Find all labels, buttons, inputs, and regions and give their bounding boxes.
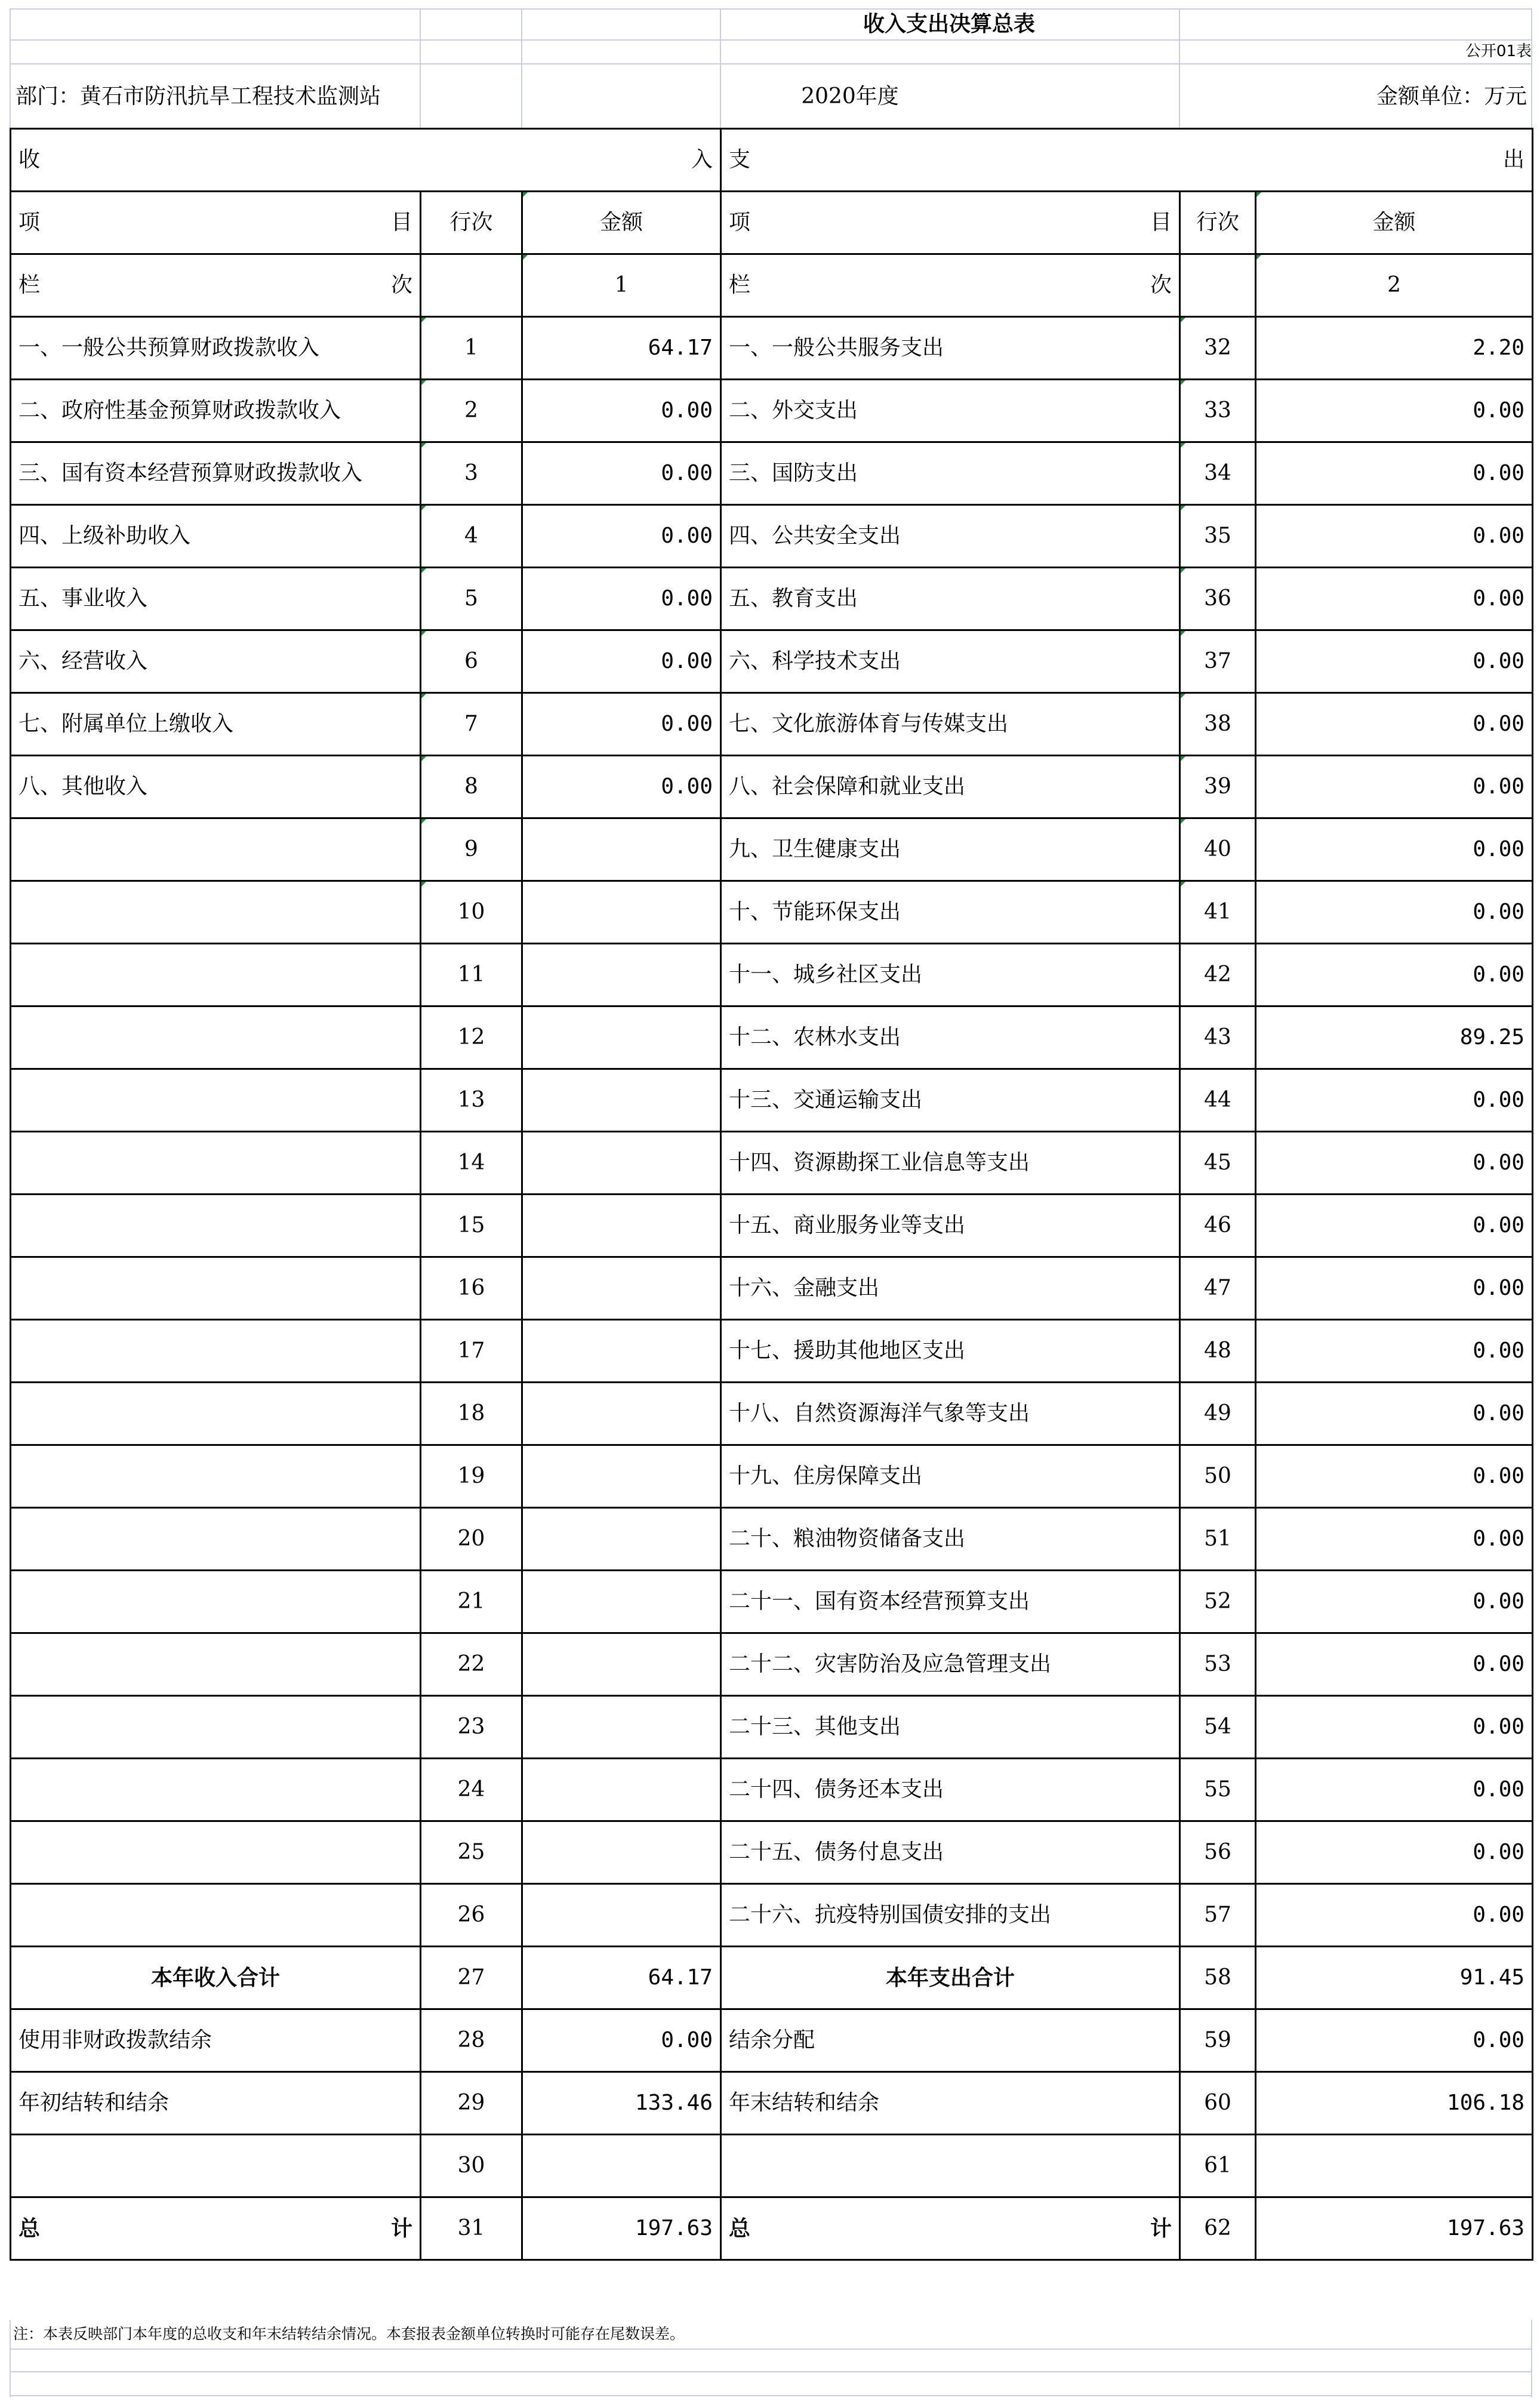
income-item xyxy=(11,1132,421,1195)
table-row xyxy=(11,1884,1533,1947)
gridline xyxy=(10,2371,1532,2372)
expense-rowno: 43 xyxy=(1180,1006,1256,1069)
income-amount xyxy=(522,881,721,944)
expense-rowno: 46 xyxy=(1180,1195,1256,1257)
expense-item: 六、科学技术支出 xyxy=(721,630,1180,693)
table-row xyxy=(11,1383,1533,1445)
income-item: 二、政府性基金预算财政拨款收入 xyxy=(11,380,421,442)
expense-total-rowno: 58 xyxy=(1180,1947,1256,2009)
expense-item: 九、卫生健康支出 xyxy=(721,818,1180,881)
income-amount: 0.00 xyxy=(522,505,721,568)
income-item-header xyxy=(11,192,421,254)
expense-rowno: 61 xyxy=(1180,2135,1256,2197)
table-row xyxy=(11,1195,1533,1257)
table-row xyxy=(11,1696,1533,1759)
expense-amount: 0.00 xyxy=(1256,1195,1533,1257)
expense-section-header xyxy=(721,129,1533,192)
table-row xyxy=(11,1445,1533,1508)
income-col-label xyxy=(11,254,421,317)
income-item xyxy=(11,1759,421,1821)
income-amount: 0.00 xyxy=(522,693,721,756)
income-col-index: 1 xyxy=(522,254,721,317)
col-label-left: 栏 xyxy=(19,273,41,297)
income-amount xyxy=(522,1884,721,1947)
income-item xyxy=(11,818,421,881)
expense-item: 结余分配 xyxy=(721,2009,1180,2072)
form-number: 公开01表 xyxy=(1465,42,1532,60)
income-rowno: 28 xyxy=(421,2009,522,2072)
expense-item: 二十五、债务付息支出 xyxy=(721,1821,1180,1884)
expense-rowno: 48 xyxy=(1180,1320,1256,1383)
expense-grand-label xyxy=(721,2197,1180,2260)
income-item: 使用非财政拨款结余 xyxy=(11,2009,421,2072)
expense-amount: 0.00 xyxy=(1256,944,1533,1006)
expense-grand-rowno: 62 xyxy=(1180,2197,1256,2260)
gridline xyxy=(1531,8,1532,128)
expense-amount: 0.00 xyxy=(1256,442,1533,505)
income-amount: 133.46 xyxy=(522,2072,721,2135)
expense-amount: 0.00 xyxy=(1256,380,1533,442)
income-amount: 0.00 xyxy=(522,380,721,442)
income-amount xyxy=(522,1445,721,1508)
expense-amount: 0.00 xyxy=(1256,1383,1533,1445)
grand-total-row xyxy=(11,2197,1533,2260)
income-amount xyxy=(522,1257,721,1320)
gridline xyxy=(10,2348,1532,2350)
income-amount xyxy=(522,1006,721,1069)
expense-amount: 0.00 xyxy=(1256,568,1533,630)
item-header-right: 目 xyxy=(1150,210,1172,235)
expense-item xyxy=(721,2135,1180,2197)
table-row xyxy=(11,1320,1533,1383)
income-amount xyxy=(522,1759,721,1821)
income-rowno: 26 xyxy=(421,1884,522,1947)
income-item xyxy=(11,1696,421,1759)
income-amount: 64.17 xyxy=(522,317,721,380)
expense-rowno: 39 xyxy=(1180,756,1256,818)
expense-item: 二、外交支出 xyxy=(721,380,1180,442)
table-row xyxy=(11,505,1533,568)
expense-item: 十六、金融支出 xyxy=(721,1257,1180,1320)
expense-rowno: 37 xyxy=(1180,630,1256,693)
expense-amount: 0.00 xyxy=(1256,1132,1533,1195)
col-label-right: 次 xyxy=(390,273,412,297)
expense-amount: 106.18 xyxy=(1256,2072,1533,2135)
table-row xyxy=(11,1633,1533,1696)
expense-rowno: 33 xyxy=(1180,380,1256,442)
expense-rowno: 40 xyxy=(1180,818,1256,881)
income-rowno: 22 xyxy=(421,1633,522,1696)
income-grand-rowno: 31 xyxy=(421,2197,522,2260)
expense-amount: 2.20 xyxy=(1256,317,1533,380)
gridline xyxy=(420,8,421,128)
income-rowno: 18 xyxy=(421,1383,522,1445)
income-amount xyxy=(522,1508,721,1571)
grand-label-right: 计 xyxy=(390,2216,412,2241)
expense-item: 十五、商业服务业等支出 xyxy=(721,1195,1180,1257)
income-rowno: 6 xyxy=(421,630,522,693)
income-amount xyxy=(522,1383,721,1445)
income-item xyxy=(11,1383,421,1445)
summary-row-30 xyxy=(11,2135,1533,2197)
footnote: 注：本表反映部门本年度的总收支和年末结转结余情况。本套报表金额单位转换时可能存在尾数误差。 xyxy=(13,2325,685,2342)
expense-amount: 0.00 xyxy=(1256,505,1533,568)
income-item xyxy=(11,1571,421,1633)
income-item: 六、经营收入 xyxy=(11,630,421,693)
income-rowno: 21 xyxy=(421,1571,522,1633)
income-rowno: 25 xyxy=(421,1821,522,1884)
income-rowno: 17 xyxy=(421,1320,522,1383)
expense-amount: 0.00 xyxy=(1256,1069,1533,1132)
expense-rowno-header: 行次 xyxy=(1180,192,1256,254)
expense-rowno: 42 xyxy=(1180,944,1256,1006)
department-label: 部门：黄石市防汛抗旱工程技术监测站 xyxy=(16,84,381,109)
expense-grand-amount: 197.63 xyxy=(1256,2197,1533,2260)
income-grand-amount: 197.63 xyxy=(522,2197,721,2260)
expense-rowno: 51 xyxy=(1180,1508,1256,1571)
income-item xyxy=(11,881,421,944)
income-item xyxy=(11,1884,421,1947)
income-amount xyxy=(522,1696,721,1759)
income-item xyxy=(11,1257,421,1320)
income-rowno-header: 行次 xyxy=(421,192,522,254)
gridline xyxy=(1531,2320,1532,2397)
expense-amount: 0.00 xyxy=(1256,1633,1533,1696)
expense-amount: 0.00 xyxy=(1256,1445,1533,1508)
expense-item: 二十三、其他支出 xyxy=(721,1696,1180,1759)
income-amount xyxy=(522,1633,721,1696)
income-item xyxy=(11,1006,421,1069)
income-amount xyxy=(522,1069,721,1132)
item-header-left: 项 xyxy=(729,210,751,235)
income-amount xyxy=(522,1821,721,1884)
income-rowno: 30 xyxy=(421,2135,522,2197)
table-row xyxy=(11,1821,1533,1884)
expense-header-right: 出 xyxy=(1503,147,1525,172)
table-row xyxy=(11,442,1533,505)
income-rowno: 12 xyxy=(421,1006,522,1069)
income-amount xyxy=(522,2135,721,2197)
table-row xyxy=(11,1571,1533,1633)
income-item: 八、其他收入 xyxy=(11,756,421,818)
expense-total-amount: 91.45 xyxy=(1256,1947,1533,2009)
expense-rowno: 56 xyxy=(1180,1821,1256,1884)
expense-amount: 0.00 xyxy=(1256,1571,1533,1633)
income-amount: 0.00 xyxy=(522,568,721,630)
income-item: 七、附属单位上缴收入 xyxy=(11,693,421,756)
expense-item: 一、一般公共服务支出 xyxy=(721,317,1180,380)
expense-amount: 0.00 xyxy=(1256,756,1533,818)
income-item xyxy=(11,1320,421,1383)
summary-row-28 xyxy=(11,2009,1533,2072)
income-rowno: 15 xyxy=(421,1195,522,1257)
table-row xyxy=(11,693,1533,756)
expense-rowno: 34 xyxy=(1180,442,1256,505)
item-header-left: 项 xyxy=(19,210,41,235)
income-amount: 0.00 xyxy=(522,630,721,693)
expense-item: 七、文化旅游体育与传媒支出 xyxy=(721,693,1180,756)
section-header-row xyxy=(11,129,1533,192)
income-header-right: 入 xyxy=(691,147,713,172)
expense-rowno: 54 xyxy=(1180,1696,1256,1759)
summary-row-29 xyxy=(11,2072,1533,2135)
table-row xyxy=(11,1132,1533,1195)
gridline xyxy=(1179,8,1180,128)
report-title: 收入支出决算总表 xyxy=(863,12,1035,36)
income-rowno: 2 xyxy=(421,380,522,442)
expense-rowno: 41 xyxy=(1180,881,1256,944)
gridline xyxy=(10,2395,1532,2396)
gridline xyxy=(10,2320,11,2397)
expense-item: 二十四、债务还本支出 xyxy=(721,1759,1180,1821)
expense-item: 二十六、抗疫特别国债安排的支出 xyxy=(721,1884,1180,1947)
income-rowno: 5 xyxy=(421,568,522,630)
income-rowno: 23 xyxy=(421,1696,522,1759)
expense-rowno: 38 xyxy=(1180,693,1256,756)
income-rowno: 19 xyxy=(421,1445,522,1508)
income-rowno: 7 xyxy=(421,693,522,756)
income-rowno: 29 xyxy=(421,2072,522,2135)
expense-item: 十七、援助其他地区支出 xyxy=(721,1320,1180,1383)
expense-col-label xyxy=(721,254,1180,317)
gridline xyxy=(10,8,11,128)
table-row xyxy=(11,568,1533,630)
income-rowno: 13 xyxy=(421,1069,522,1132)
expense-rowno: 52 xyxy=(1180,1571,1256,1633)
expense-amount: 0.00 xyxy=(1256,1508,1533,1571)
table-row xyxy=(11,1069,1533,1132)
column-index-row xyxy=(11,254,1533,317)
income-rowno: 20 xyxy=(421,1508,522,1571)
table-row xyxy=(11,756,1533,818)
income-rowno: 4 xyxy=(421,505,522,568)
income-rowno: 14 xyxy=(421,1132,522,1195)
income-rowno: 1 xyxy=(421,317,522,380)
income-rowno: 24 xyxy=(421,1759,522,1821)
table-row xyxy=(11,944,1533,1006)
expense-rowno: 35 xyxy=(1180,505,1256,568)
income-section-header xyxy=(11,129,721,192)
table-row xyxy=(11,1257,1533,1320)
expense-rowno: 59 xyxy=(1180,2009,1256,2072)
income-total-amount: 64.17 xyxy=(522,1947,721,2009)
expense-amount: 0.00 xyxy=(1256,1696,1533,1759)
amount-unit: 金额单位：万元 xyxy=(1376,84,1527,109)
income-header-left: 收 xyxy=(19,147,41,172)
expense-item: 十八、自然资源海洋气象等支出 xyxy=(721,1383,1180,1445)
income-amount xyxy=(522,818,721,881)
expense-item: 十二、农林水支出 xyxy=(721,1006,1180,1069)
income-col-rowno xyxy=(421,254,522,317)
income-total-rowno: 27 xyxy=(421,1947,522,2009)
expense-rowno: 60 xyxy=(1180,2072,1256,2135)
income-amount xyxy=(522,1195,721,1257)
income-amount xyxy=(522,1320,721,1383)
expense-item: 十、节能环保支出 xyxy=(721,881,1180,944)
expense-amount: 0.00 xyxy=(1256,1821,1533,1884)
income-rowno: 16 xyxy=(421,1257,522,1320)
expense-amount-header: 金额 xyxy=(1256,192,1533,254)
expense-total-label: 本年支出合计 xyxy=(721,1947,1180,2009)
expense-rowno: 49 xyxy=(1180,1383,1256,1445)
income-rowno: 9 xyxy=(421,818,522,881)
income-total-label: 本年收入合计 xyxy=(11,1947,421,2009)
table-row xyxy=(11,380,1533,442)
item-header-right: 目 xyxy=(390,210,412,235)
expense-amount: 0.00 xyxy=(1256,1257,1533,1320)
expense-amount: 0.00 xyxy=(1256,1884,1533,1947)
expense-rowno: 53 xyxy=(1180,1633,1256,1696)
income-item xyxy=(11,1508,421,1571)
table-row xyxy=(11,1006,1533,1069)
expense-amount: 0.00 xyxy=(1256,818,1533,881)
income-item xyxy=(11,1633,421,1696)
expense-rowno: 57 xyxy=(1180,1884,1256,1947)
table-row xyxy=(11,317,1533,380)
table-row xyxy=(11,630,1533,693)
expense-item: 四、公共安全支出 xyxy=(721,505,1180,568)
expense-rowno: 47 xyxy=(1180,1257,1256,1320)
income-rowno: 8 xyxy=(421,756,522,818)
expense-amount xyxy=(1256,2135,1533,2197)
table-row xyxy=(11,1508,1533,1571)
gridline xyxy=(10,63,1532,64)
expense-item: 八、社会保障和就业支出 xyxy=(721,756,1180,818)
income-amount-header: 金额 xyxy=(522,192,721,254)
table-row xyxy=(11,818,1533,881)
expense-item: 三、国防支出 xyxy=(721,442,1180,505)
col-label-right: 次 xyxy=(1150,273,1172,297)
expense-item: 二十、粮油物资储备支出 xyxy=(721,1508,1180,1571)
expense-amount: 0.00 xyxy=(1256,1320,1533,1383)
expense-rowno: 55 xyxy=(1180,1759,1256,1821)
expense-amount: 89.25 xyxy=(1256,1006,1533,1069)
table-row xyxy=(11,881,1533,944)
grand-label-left: 总 xyxy=(19,2216,41,2241)
expense-item: 年末结转和结余 xyxy=(721,2072,1180,2135)
income-item: 一、一般公共预算财政拨款收入 xyxy=(11,317,421,380)
expense-item: 五、教育支出 xyxy=(721,568,1180,630)
expense-amount: 0.00 xyxy=(1256,881,1533,944)
expense-rowno: 44 xyxy=(1180,1069,1256,1132)
expense-item: 十九、住房保障支出 xyxy=(721,1445,1180,1508)
grand-label-left: 总 xyxy=(729,2216,751,2241)
income-item: 年初结转和结余 xyxy=(11,2072,421,2135)
income-rowno: 10 xyxy=(421,881,522,944)
summary-row-total-year xyxy=(11,1947,1533,2009)
income-item: 四、上级补助收入 xyxy=(11,505,421,568)
expense-amount: 0.00 xyxy=(1256,2009,1533,2072)
expense-rowno: 50 xyxy=(1180,1445,1256,1508)
expense-rowno: 32 xyxy=(1180,317,1256,380)
income-expense-table xyxy=(10,128,1533,2261)
income-amount: 0.00 xyxy=(522,756,721,818)
income-item: 五、事业收入 xyxy=(11,568,421,630)
income-item xyxy=(11,1445,421,1508)
expense-rowno: 36 xyxy=(1180,568,1256,630)
column-header-row xyxy=(11,192,1533,254)
income-item xyxy=(11,944,421,1006)
expense-amount: 0.00 xyxy=(1256,630,1533,693)
income-rowno: 11 xyxy=(421,944,522,1006)
expense-item: 二十一、国有资本经营预算支出 xyxy=(721,1571,1180,1633)
expense-amount: 0.00 xyxy=(1256,1759,1533,1821)
table-row xyxy=(11,1759,1533,1821)
income-amount: 0.00 xyxy=(522,442,721,505)
income-item xyxy=(11,1069,421,1132)
income-amount xyxy=(522,1132,721,1195)
expense-amount: 0.00 xyxy=(1256,693,1533,756)
expense-item-header xyxy=(721,192,1180,254)
fiscal-year: 2020年度 xyxy=(801,84,899,109)
income-amount xyxy=(522,1571,721,1633)
income-item xyxy=(11,1195,421,1257)
expense-col-rowno xyxy=(1180,254,1256,317)
income-grand-label xyxy=(11,2197,421,2260)
expense-item: 十四、资源勘探工业信息等支出 xyxy=(721,1132,1180,1195)
expense-item: 二十二、灾害防治及应急管理支出 xyxy=(721,1633,1180,1696)
grand-label-right: 计 xyxy=(1150,2216,1172,2241)
expense-item: 十一、城乡社区支出 xyxy=(721,944,1180,1006)
income-item: 三、国有资本经营预算财政拨款收入 xyxy=(11,442,421,505)
expense-header-left: 支 xyxy=(729,147,751,172)
col-label-left: 栏 xyxy=(729,273,751,297)
expense-col-index: 2 xyxy=(1256,254,1533,317)
income-item xyxy=(11,2135,421,2197)
income-rowno: 3 xyxy=(421,442,522,505)
expense-rowno: 45 xyxy=(1180,1132,1256,1195)
income-amount: 0.00 xyxy=(522,2009,721,2072)
income-amount xyxy=(522,944,721,1006)
expense-item: 十三、交通运输支出 xyxy=(721,1069,1180,1132)
income-item xyxy=(11,1821,421,1884)
